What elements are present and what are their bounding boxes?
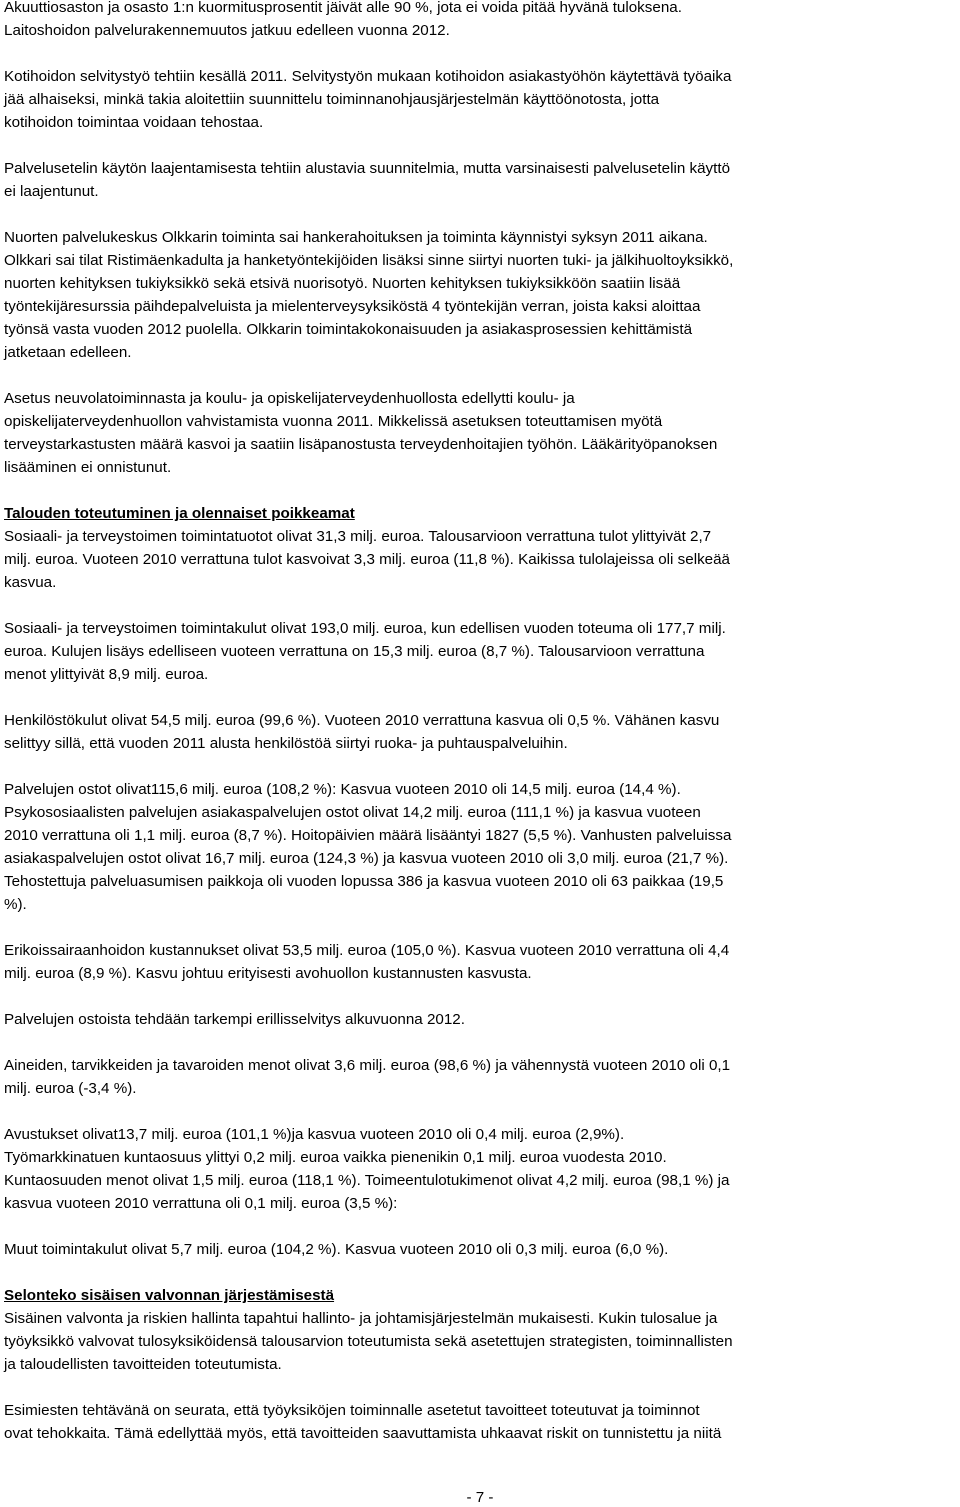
text-line: menot ylittyivät 8,9 milj. euroa.	[4, 666, 209, 683]
text-line: opiskelijaterveydenhuollon vahvistamista vuonna 2011. Mikkelissä asetuksen toteuttamisen myötä	[4, 413, 663, 430]
text-line: Kuntaosuuden menot olivat 1,5 milj. euroa (118,1 %). Toimeentulotukimenot olivat 4,2 milj. euroa (98,1 %) ja	[4, 1172, 730, 1189]
text-line: %).	[4, 896, 27, 913]
text-line: terveystarkastusten määrä kasvoi ja saatiin lisäpanostusta terveydenhoitajien työhön. Lääkärityöpanoksen	[4, 436, 718, 453]
text-line: Nuorten palvelukeskus Olkkarin toiminta sai hankerahoituksen ja toiminta käynnistyi syksyn 2011 aikana.	[4, 229, 708, 246]
text-line: Erikoissairaanhoidon kustannukset olivat 53,5 milj. euroa (105,0 %). Kasvua vuoteen 2010 verrattuna oli 4,4	[4, 942, 730, 959]
text-line: Tehostettuja palveluasumisen paikkoja oli vuoden lopussa 386 ja kasvua vuoteen 2010 oli 63 paikkaa (19,5	[4, 873, 724, 890]
document-page	[4, 0, 956, 1445]
text-line: Esimiesten tehtävänä on seurata, että työyksiköjen toiminnalle asetetut tavoitteet toteutuvat ja toiminnot	[4, 1402, 700, 1419]
text-line: milj. euroa. Vuoteen 2010 verrattuna tulot kasvoivat 3,3 milj. euroa (11,8 %). Kaikissa tulolajeissa oli selkeää	[4, 551, 731, 568]
paragraph-purchase-review	[4, 1008, 956, 1031]
text-line: Sosiaali- ja terveystoimen toimintakulut olivat 193,0 milj. euroa, kun edellisen vuoden toteuma oli 177,7 milj.	[4, 620, 726, 637]
text-line: työntekijäresurssia päihdepalveluista ja mielenterveysyksiköstä 4 työntekijän verran, joista kaksi aloittaa	[4, 298, 701, 315]
paragraph-subsidies	[4, 1123, 956, 1215]
paragraph-specialized-care	[4, 939, 956, 985]
text-line: kasvua.	[4, 574, 57, 591]
text-line: Kotihoidon selvitystyö tehtiin kesällä 2011. Selvitystyön mukaan kotihoidon asiakastyöhön käytettävä työaika	[4, 68, 732, 85]
text-line: Sosiaali- ja terveystoimen toimintatuotot olivat 31,3 milj. euroa. Talousarvioon verrattuna tulot ylittyivät 2,7	[4, 528, 712, 545]
text-line: Asetus neuvolatoiminnasta ja koulu- ja opiskelijaterveydenhuollosta edellytti koulu- ja	[4, 390, 575, 407]
text-line: ei laajentunut.	[4, 183, 99, 200]
text-line: euroa. Kulujen lisäys edelliseen vuoteen verrattuna on 15,3 milj. euroa (8,7 %). Talousarvioon verrattuna	[4, 643, 705, 660]
text-line: Sisäinen valvonta ja riskien hallinta tapahtui hallinto- ja johtamisjärjestelmän mukaisesti. Kukin tulosalue ja	[4, 1310, 718, 1327]
paragraph-materials	[4, 1054, 956, 1100]
text-line: kotihoidon toimintaa voidaan tehostaa.	[4, 114, 264, 131]
section-heading-economy: Talouden toteutuminen ja olennaiset poikkeamat	[4, 505, 355, 522]
text-line: Psykososiaalisten palvelujen asiakaspalvelujen ostot olivat 14,2 milj. euroa (111,1 %) ja kasvua vuoteen	[4, 804, 701, 821]
text-line: Palvelujen ostoista tehdään tarkempi erillisselvitys alkuvuonna 2012.	[4, 1011, 465, 1028]
text-line: Avustukset olivat13,7 milj. euroa (101,1 %)ja kasvua vuoteen 2010 oli 0,4 milj. euroa (2,9%).	[4, 1126, 625, 1143]
section-heading-internal-control: Selonteko sisäisen valvonnan järjestämisestä	[4, 1287, 335, 1304]
text-line: nuorten kehityksen tukiyksikkö sekä etsivä nuorisotyö. Nuorten kehityksen tukiyksikköön saatiin lisää	[4, 275, 681, 292]
text-line: jää alhaiseksi, minkä takia aloitettiin suunnittelu toiminnanohjausjärjestelmän käyttöönotosta, jotta	[4, 91, 660, 108]
text-line: Laitoshoidon palvelurakennemuutos jatkuu edelleen vuonna 2012.	[4, 22, 450, 39]
text-line: selittyy sillä, että vuoden 2011 alusta henkilöstöä siirtyi ruoka- ja puhtauspalveluihin.	[4, 735, 568, 752]
text-line: Palvelujen ostot olivat115,6 milj. euroa (108,2 %): Kasvua vuoteen 2010 oli 14,5 milj. euroa (14,4 %).	[4, 781, 681, 798]
paragraph-service-voucher	[4, 157, 956, 203]
text-line: työyksikkö valvovat tulosyksiköidensä talousarvion toteutumista sekä asetettujen strategisten, toiminnallisten	[4, 1333, 733, 1350]
paragraph-school-health	[4, 387, 956, 479]
text-line: jatketaan edelleen.	[4, 344, 132, 361]
paragraph-home-care	[4, 65, 956, 134]
text-line: milj. euroa (8,9 %). Kasvu johtuu erityisesti avohuollon kustannusten kasvusta.	[4, 965, 532, 982]
text-line: Palvelusetelin käytön laajentamisesta tehtiin alustavia suunnitelmia, mutta varsinaisesti palvelusetelin käyttö	[4, 160, 731, 177]
paragraph-youth-center	[4, 226, 956, 364]
text-line: työnsä vasta vuoden 2012 puolella. Olkkarin toimintakokonaisuuden ja asiakasprosessien kehittämistä	[4, 321, 693, 338]
text-line: lisääminen ei onnistunut.	[4, 459, 172, 476]
paragraph-personnel-costs	[4, 709, 956, 755]
paragraph-service-purchases	[4, 778, 956, 916]
paragraph-supervisor-duties	[4, 1399, 956, 1445]
paragraph-internal-control	[4, 1307, 956, 1376]
text-line: ovat tehokkaita. Tämä edellyttää myös, että tavoitteiden saavuttamista uhkaavat riskit on tunnistettu ja niitä	[4, 1425, 722, 1442]
text-line: 2010 verrattuna oli 1,1 milj. euroa (8,7 %). Hoitopäivien määrä lisääntyi 1827 (5,5 %). Vanhusten palveluissa	[4, 827, 732, 844]
text-line: milj. euroa (-3,4 %).	[4, 1080, 137, 1097]
text-line: asiakaspalvelujen ostot olivat 16,7 milj. euroa (124,3 %) ja kasvua vuoteen 2010 oli 3,0 milj. euroa (21,7 %).	[4, 850, 729, 867]
page-number: - 7 -	[466, 1489, 494, 1506]
text-line: Akuuttiosaston ja osasto 1:n kuormitusprosentit jäivät alle 90 %, jota ei voida pitää hyvänä tuloksena.	[4, 0, 682, 16]
text-line: ja taloudellisten tavoitteiden toteutumista.	[4, 1356, 282, 1373]
paragraph-care-load	[4, 0, 956, 42]
text-line: Työmarkkinatuen kuntaosuus ylittyi 0,2 milj. euroa vaikka pienenikin 0,1 milj. euroa vuodesta 2010.	[4, 1149, 667, 1166]
paragraph-income	[4, 525, 956, 594]
paragraph-expenses	[4, 617, 956, 686]
text-line: Henkilöstökulut olivat 54,5 milj. euroa (99,6 %). Vuoteen 2010 verrattuna kasvua oli 0,5 %. Vähänen kasvu	[4, 712, 720, 729]
text-line: Olkkari sai tilat Ristimäenkadulta ja hanketyöntekijöiden lisäksi sinne siirtyi nuorten tuki- ja jälkihuoltoyksikkö,	[4, 252, 734, 269]
text-line: kasvua vuoteen 2010 verrattuna oli 0,1 milj. euroa (3,5 %):	[4, 1195, 398, 1212]
text-line: Aineiden, tarvikkeiden ja tavaroiden menot olivat 3,6 milj. euroa (98,6 %) ja vähennystä vuoteen 2010 oli 0,1	[4, 1057, 731, 1074]
text-line: Muut toimintakulut olivat 5,7 milj. euroa (104,2 %). Kasvua vuoteen 2010 oli 0,3 milj. euroa (6,0 %).	[4, 1241, 669, 1258]
paragraph-other-costs	[4, 1238, 956, 1261]
